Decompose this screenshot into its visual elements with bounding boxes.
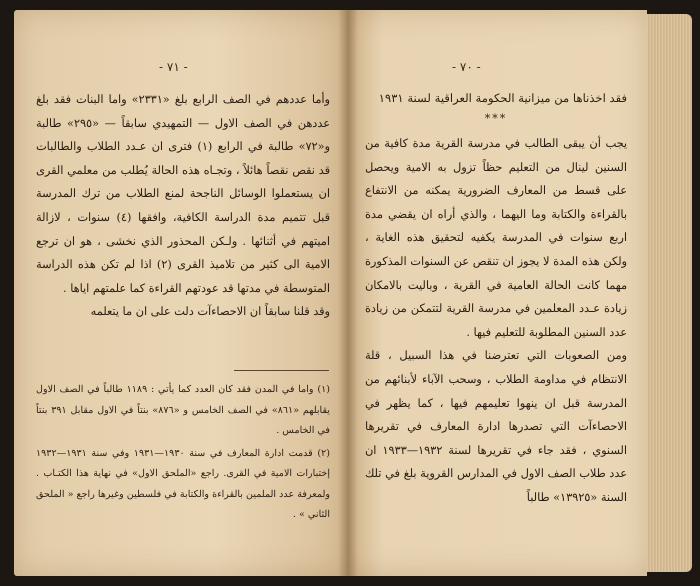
left-page-number: - ٧١ - xyxy=(159,60,188,74)
left-page xyxy=(14,10,347,576)
footnotes xyxy=(36,380,330,528)
section-stars: *** xyxy=(484,112,508,125)
right-paragraph: يجب أن يبقى الطالب في مدرسة القرية مدة كافية من السنين لينال من التعليم حظاً تزول به الامية ويحصل على قسط من المعارف الضرورية يمكنه من الانتفاع بالقراءة والكتابة وما اليهما ، والذي أراه ان يقضي مدة اربع سنوات في المدرسة يكفيه لتحقيق هذه الغاية ، ولكن هذه المدة لا يجوز ان تنقص عن السنوات المذكورة مهما كانت الحالة العامية في القرية ، وباليت بالامكان زيادة عـدد المعلمين في مدرسة القرية لتتمكن من زيادة عدد السنين المطلوبة للتعليم فيها . xyxy=(365,137,627,339)
page-edges xyxy=(640,14,692,572)
left-page-body xyxy=(36,88,330,324)
right-page-number: - ٧٠ - xyxy=(452,60,481,74)
footnote: (١) واما في المدن فقد كان العدد كما يأتي : ١١٨٩ طالباً في الصف الاول يقابلهم «٨٦١» في الصف الخامس و «٨٧٦» بنتاً في الاول مقابل ٣٩١ بنتاً في الخامس . xyxy=(36,384,330,436)
right-paragraph: ومن الصعوبات التي تعترضنا في هذا السبيل ، قلة الانتظام في مداومة الطلاب ، وسحب الآباء لأبنائهم من المدرسة قبل ان ينهوا تعليمهم فيها ، كما يظهر في الاحصاءآت التي تصدرها ادارة المعارف في تقريرها السنوي ، فقد جاء في تقريرها لسنة ١٩٣٢—١٩٣٣ ان عدد طلاب الصف الاول في المدارس القروية بلغ في تلك السنة «١٣٩٢٥» طالباً xyxy=(365,349,627,504)
right-page-heading: فقد اخذناها من ميزانية الحكومة العراقية لسنة ١٩٣١ xyxy=(378,91,627,105)
right-page xyxy=(347,10,647,576)
book-gutter xyxy=(338,10,358,576)
right-page-body xyxy=(365,86,627,510)
footnote: (٢) قدمت ادارة المعارف في سنة ١٩٣٠—١٩٣١ وفي سنة ١٩٣١—١٩٣٢ إختبارات الامية في القرى. راجع «الملحق الاول» في نهاية هذا الكتـاب . ولمعرفة عدد الملمين بالقراءة والكتابة في فلسطين وغيرها راجع « الملحق الثاني » . xyxy=(36,447,330,520)
footnote-divider xyxy=(234,370,329,371)
left-paragraph: وقد قلنا سابقاً ان الاحصاءآت دلت على ان ما يتعلمه xyxy=(90,305,330,319)
left-paragraph: وأما عددهم في الصف الرابع بلغ «٢٣٣١» واما البنات فقد بلغ عددهن في الصف الاول — التمهيدي سابقاً — «٢٩٥» طالبة و«٧٢» طالبة في الرابع (١) فترى ان عـدد الطلاب والطالبات قد نقص نقصاً هائلاً ، وتجـاه هذه الحالة يُطلب من معلمي القرى ان يستعملوا الوسائل الناجحة لمنع الطلاب من ترك المدرسة قبل تتميم مدة الدراسة الكافية، وافقها (٤) سنوات ، لازالة اميتهم في أثنائها . ولـكن المحذور الذي نخشى ، هو ان ترجع الامية الى كثير من تلاميذ القرى (٢) اذا لم تكن هذه الدراسة المتوسطة في مدتها قد عودتهم القراءة كما علمتهم اياها . xyxy=(36,93,331,295)
